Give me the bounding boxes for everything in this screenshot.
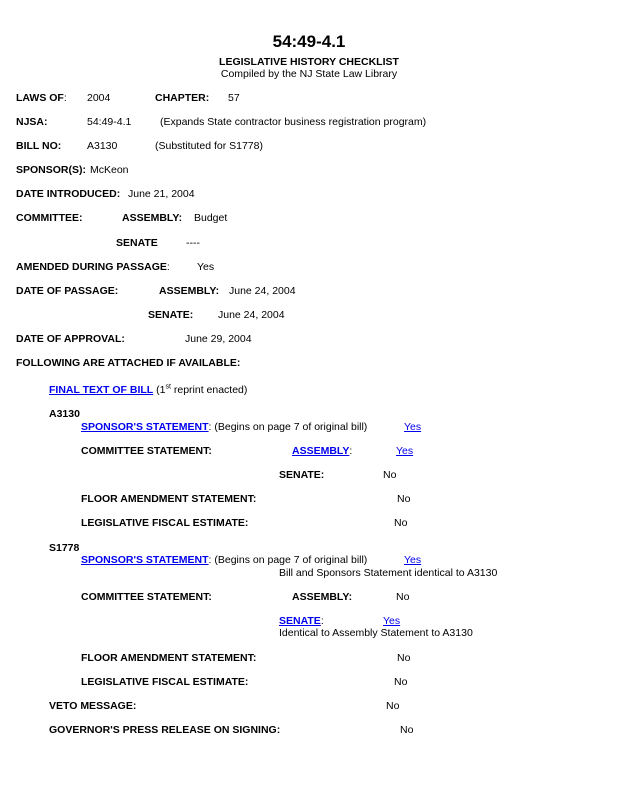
njsa-value: 54:49-4.1 [87, 116, 132, 128]
final-text-note-post: reprint enacted) [170, 384, 248, 396]
a3130-assembly-colon: : [349, 445, 353, 457]
s1778-sponsor-row [81, 554, 367, 566]
final-text-row [49, 384, 247, 396]
page-title: 54:49-4.1 [272, 32, 346, 51]
njsa-note: (Expands State contractor business registration program) [160, 116, 427, 128]
laws-of-label-group [16, 92, 67, 104]
approval-value: June 29, 2004 [185, 333, 252, 345]
s1778-fiscal-value: No [394, 676, 408, 688]
bill-no-note: (Substituted for S1778) [155, 140, 263, 152]
a3130-fiscal-value: No [394, 517, 408, 529]
sponsors-value: McKeon [90, 164, 129, 176]
s1778-senate-yes-link[interactable]: Yes [383, 615, 401, 627]
a3130-senate-label: SENATE: [279, 469, 325, 481]
amended-value: Yes [197, 261, 215, 273]
passage-label: DATE OF PASSAGE: [16, 285, 119, 297]
attached-heading: FOLLOWING ARE ATTACHED IF AVAILABLE: [16, 357, 241, 369]
a3130-sponsor-note: : (Begins on page 7 of original bill) [208, 421, 368, 433]
s1778-heading: S1778 [49, 542, 80, 554]
s1778-senate-subnote: Identical to Assembly Statement to A3130 [279, 627, 473, 639]
veto-label: VETO MESSAGE: [49, 700, 137, 712]
approval-label: DATE OF APPROVAL: [16, 333, 125, 345]
amended-label-group [16, 261, 170, 273]
committee-assembly-value: Budget [194, 212, 228, 224]
committee-senate-value: ---- [186, 237, 200, 249]
final-text-link[interactable]: FINAL TEXT OF BILL [49, 384, 154, 396]
s1778-sponsor-note: : (Begins on page 7 of original bill) [208, 554, 368, 566]
laws-of-label: LAWS OF [16, 92, 64, 104]
committee-senate-label: SENATE [116, 237, 158, 249]
a3130-floor-value: No [397, 493, 411, 505]
s1778-floor-value: No [397, 652, 411, 664]
s1778-committee-label: COMMITTEE STATEMENT: [81, 591, 212, 603]
s1778-sponsor-yes-link[interactable]: Yes [404, 554, 422, 566]
a3130-sponsor-row [81, 421, 367, 433]
bill-no-label: BILL NO: [16, 140, 62, 152]
passage-senate-label: SENATE: [148, 309, 194, 321]
committee-label: COMMITTEE: [16, 212, 83, 224]
a3130-floor-label: FLOOR AMENDMENT STATEMENT: [81, 493, 257, 505]
passage-assembly-label: ASSEMBLY: [159, 285, 220, 297]
njsa-label: NJSA: [16, 116, 48, 128]
chapter-value: 57 [228, 92, 240, 104]
a3130-sponsor-yes-link[interactable]: Yes [404, 421, 422, 433]
sponsors-label: SPONSOR(S): [16, 164, 87, 176]
amended-label: AMENDED DURING PASSAGE [16, 261, 167, 273]
a3130-committee-label: COMMITTEE STATEMENT: [81, 445, 212, 457]
chapter-label: CHAPTER: [155, 92, 210, 104]
laws-year: 2004 [87, 92, 111, 104]
date-introduced-label: DATE INTRODUCED: [16, 188, 121, 200]
compiled-by: Compiled by the NJ State Law Library [220, 68, 398, 80]
a3130-heading: A3130 [49, 408, 80, 420]
s1778-floor-label: FLOOR AMENDMENT STATEMENT: [81, 652, 257, 664]
a3130-sponsor-statement-link[interactable]: SPONSOR'S STATEMENT [81, 421, 209, 433]
a3130-senate-value: No [383, 469, 397, 481]
s1778-senate-colon: : [320, 615, 324, 627]
a3130-assembly-yes-link[interactable]: Yes [396, 445, 414, 457]
veto-value: No [386, 700, 400, 712]
s1778-assembly-value: No [396, 591, 410, 603]
s1778-senate-row [279, 615, 324, 627]
laws-of-colon: : [63, 92, 67, 104]
governor-value: No [400, 724, 414, 736]
passage-assembly-value: June 24, 2004 [229, 285, 296, 297]
bill-no-value: A3130 [87, 140, 118, 152]
final-text-note-pre: (1 [153, 384, 166, 396]
a3130-assembly-link[interactable]: ASSEMBLY [292, 445, 350, 457]
passage-senate-value: June 24, 2004 [218, 309, 285, 321]
s1778-senate-link[interactable]: SENATE [279, 615, 321, 627]
committee-assembly-label: ASSEMBLY: [122, 212, 183, 224]
s1778-fiscal-label: LEGISLATIVE FISCAL ESTIMATE: [81, 676, 249, 688]
date-introduced-value: June 21, 2004 [128, 188, 195, 200]
amended-colon: : [166, 261, 170, 273]
a3130-assembly-row [292, 445, 352, 457]
page-subtitle: LEGISLATIVE HISTORY CHECKLIST [219, 56, 399, 68]
final-text-sup: st [165, 383, 171, 391]
s1778-sponsor-statement-link[interactable]: SPONSOR'S STATEMENT [81, 554, 209, 566]
s1778-sponsor-subnote: Bill and Sponsors Statement identical to A3130 [279, 567, 498, 579]
s1778-assembly-label: ASSEMBLY: [292, 591, 353, 603]
governor-label: GOVERNOR'S PRESS RELEASE ON SIGNING: [49, 724, 281, 736]
a3130-fiscal-label: LEGISLATIVE FISCAL ESTIMATE: [81, 517, 249, 529]
